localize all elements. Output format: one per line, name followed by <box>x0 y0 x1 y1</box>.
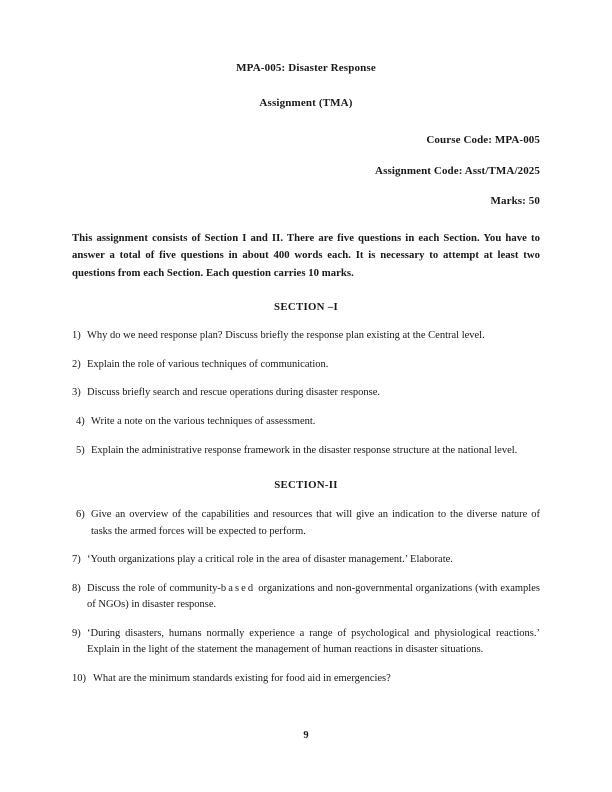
question-number: 8) <box>72 583 81 595</box>
question-item <box>72 552 540 568</box>
question-text: Give an overview of the capabilities and resources that will give an indication to the diverse nature of tasks the armed forces will be expected to perform. <box>91 509 540 537</box>
page-content <box>72 0 540 700</box>
question-text-post: organizations and non-governmental organizations (with examples of NGOs) in disaster response. <box>87 583 540 611</box>
question-text <box>87 581 540 614</box>
document-subtitle: Assignment (TMA) <box>259 97 353 110</box>
question-item <box>72 626 540 659</box>
question-item <box>72 414 540 430</box>
question-item <box>72 328 540 344</box>
question-text: ‘Youth organizations play a critical role in the area of disaster management.’ Elaborate. <box>87 554 453 566</box>
question-number: 10) <box>72 673 86 685</box>
question-text-pre: Discuss the role of community- <box>87 583 221 595</box>
question-text-spaced: based <box>220 583 256 595</box>
question-number: 2) <box>72 358 81 370</box>
question-item <box>72 385 540 401</box>
question-list-section-1 <box>72 328 540 459</box>
section-heading-2: SECTION-II <box>274 479 338 492</box>
question-text: Explain the role of various techniques of communication. <box>87 358 329 370</box>
question-text: Discuss briefly search and rescue operations during disaster response. <box>87 387 381 399</box>
page-number: 9 <box>303 730 309 741</box>
question-text: Explain the administrative response framework in the disaster response structure at the national level. <box>91 444 518 456</box>
question-number: 1) <box>72 329 81 341</box>
assignment-code: Assignment Code: Asst/TMA/2025 <box>375 164 540 177</box>
question-number: 4) <box>76 416 85 428</box>
assignment-meta-block <box>72 134 540 208</box>
question-text: Why do we need response plan? Discuss briefly the response plan existing at the Central level. <box>87 329 485 341</box>
question-text: ‘During disasters, humans normally experience a range of psychological and physiological reactions.’ Explain in the light of the statement the management of human reactions in disaster situations. <box>87 628 540 656</box>
section-heading-1: SECTION –I <box>274 300 338 313</box>
question-item <box>72 671 540 687</box>
document-title: MPA-005: Disaster Response <box>236 62 376 74</box>
question-number: 3) <box>72 387 81 399</box>
question-text: Write a note on the various techniques of assessment. <box>91 416 316 428</box>
question-item <box>72 581 540 614</box>
question-number: 5) <box>76 444 85 456</box>
marks: Marks: 50 <box>490 194 540 207</box>
question-item <box>72 507 540 540</box>
question-text: What are the minimum standards existing for food aid in emergencies? <box>93 673 391 685</box>
title-block <box>72 62 540 110</box>
question-number: 9) <box>72 628 81 640</box>
instructions-paragraph: This assignment consists of Section I and II. There are five questions in each Section. You have to answer a total of five questions in about 400 words each. It is necessary to attempt at least two questions from each Section. Each question carries 10 marks. <box>72 231 540 279</box>
question-number: 6) <box>76 509 85 521</box>
question-item <box>72 357 540 373</box>
question-item <box>72 443 540 459</box>
question-number: 7) <box>72 554 81 566</box>
course-code: Course Code: MPA-005 <box>426 134 540 147</box>
question-list-section-2 <box>72 507 540 687</box>
